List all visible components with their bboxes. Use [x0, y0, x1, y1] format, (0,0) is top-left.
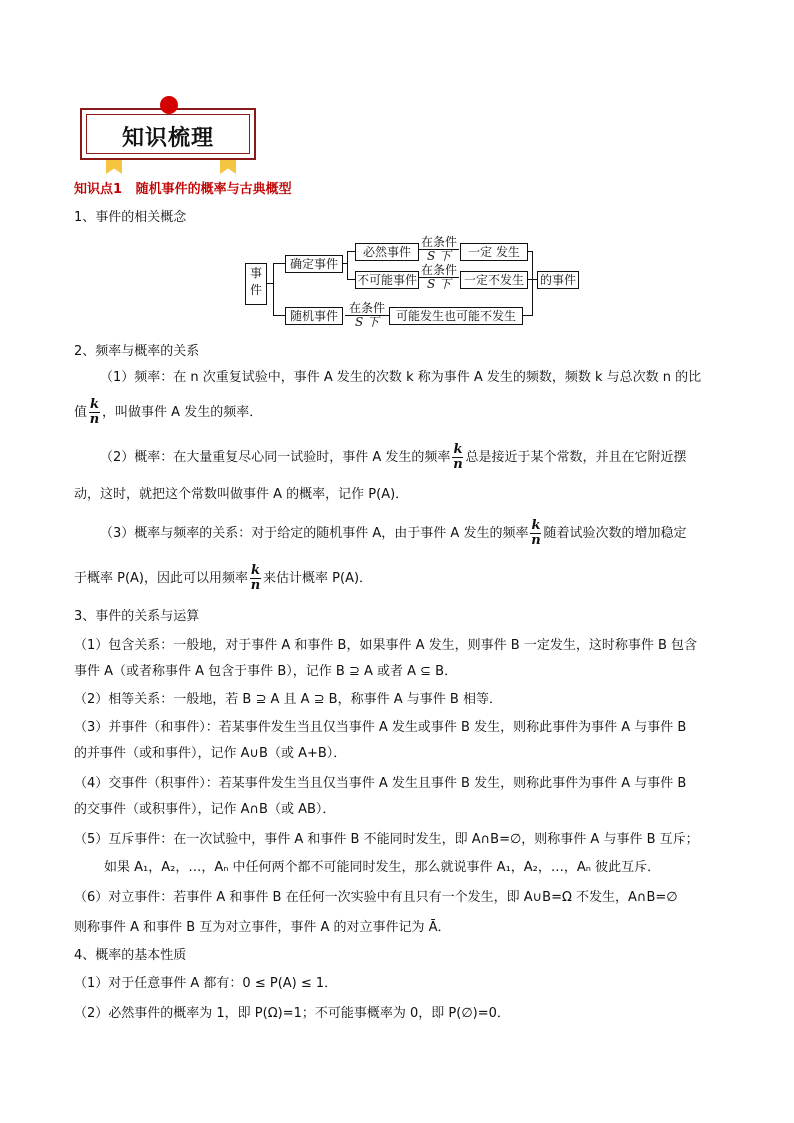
node-impossible: 不可能事件 [356, 273, 417, 287]
cond-must: 在条件 S 下 [420, 235, 457, 263]
para-2-3a: （3）概率与频率的关系：对于给定的随机事件 A，由于事件 A 发生的频率 $\frac{k}{n}$ 随着试验次数的增加稳定 [100, 518, 687, 548]
node-maybe: 可能发生也可能不发生 [389, 307, 523, 325]
para-2-1a: （1）频率：在 n 次重复试验中，事件 A 发生的次数 k 称为事件 A 发生的频数，频数 k 与总次数 n 的比 [100, 370, 702, 385]
node-never: 一定不发生 [460, 271, 528, 289]
para-3-3a: （3）并事件（和事件）：若某事件发生当且仅当事件 A 发生或事件 B 发生，则称此事件为事件 A 与事件 B [74, 720, 687, 735]
cond-impossible: 在条件 S 下 [420, 263, 457, 291]
node-random: 随机事件 [285, 307, 343, 325]
para-3-6b: 则称事件 A 和事件 B 互为对立事件，事件 A 的对立事件记为 Ā． [74, 920, 451, 935]
page-title: 知识梳理 [121, 126, 214, 151]
banner-pin [160, 96, 178, 114]
para-3-4b: 的交事件（或积事件），记作 A∩B（或 AB）． [74, 802, 336, 817]
para-3-3b: 的并事件（或和事件），记作 A∪B（或 A+B）． [74, 746, 347, 761]
node-result: 的事件 [537, 271, 579, 289]
banner-frame [80, 108, 256, 160]
heading-4: 4、概率的基本性质 [74, 948, 187, 963]
para-3-1a: （1）包含关系：一般地，对于事件 A 和事件 B，如果事件 A 发生，则事件 B 一定发生，这时称事件 B 包含 [74, 638, 698, 653]
node-root: 事件 [245, 263, 267, 305]
node-certain: 确定事件 [285, 255, 343, 273]
para-4-2: （2）必然事件的概率为 1，即 P(Ω)=1；不可能事概率为 0，即 P(∅)=0． [74, 1006, 510, 1021]
heading-3: 3、事件的关系与运算 [74, 609, 200, 624]
para-3-5b: 如果 A₁，A₂，…，Aₙ 中任何两个都不可能同时发生，那么就说事件 A₁，A₂，…，Aₙ 彼此互斥． [104, 860, 661, 875]
heading-2: 2、频率与概率的关系 [74, 344, 200, 359]
para-2-3b: 于概率 P(A)，因此可以用频率 $\frac{k}{n}$ 来估计概率 P(A)． [74, 563, 373, 593]
node-must: 必然事件 [355, 243, 419, 261]
heading-1: 1、事件的相关概念 [74, 210, 187, 225]
para-4-1: （1）对于任意事件 A 都有：0 ≤ P(A) ≤ 1． [74, 976, 338, 991]
para-2-2b: 动，这时，就把这个常数叫做事件 A 的概率，记作 P(A)． [74, 487, 409, 502]
para-3-6a: （6）对立事件：若事件 A 和事件 B 在任何一次实验中有且只有一个发生，即 A∪B=Ω 不发生，A∩B=∅ [74, 890, 678, 905]
para-3-1b: 事件 A（或者称事件 A 包含于事件 B），记作 B ⊇ A 或者 A ⊆ B． [74, 664, 458, 679]
para-3-4a: （4）交事件（积事件）：若某事件发生当且仅当事件 A 发生且事件 B 发生，则称此事件为事件 A 与事件 B [74, 776, 687, 791]
node-always: 一定 发生 [460, 243, 528, 261]
para-2-2a: （2）概率：在大量重复尽心同一试验时，事件 A 发生的频率 $\frac{k}{n}$ 总是接近于某个常数，并且在它附近摆 [100, 442, 687, 472]
para-3-2: （2）相等关系：一般地，若 B ⊇ A 且 A ⊇ B，称事件 A 与事件 B 相等． [74, 692, 502, 707]
section-heading: 知识点1 随机事件的概率与古典概型 [74, 182, 292, 197]
header-banner [80, 108, 256, 160]
cond-random: 在条件 S 下 [345, 302, 389, 329]
para-3-5a: （5）互斥事件：在一次试验中，事件 A 和事件 B 不能同时发生，即 A∩B=∅，则称事件 A 与事件 B 互斥； [74, 832, 699, 847]
para-2-1b: 值 $\frac{k}{n}$ ，叫做事件 A 发生的频率． [74, 397, 263, 427]
